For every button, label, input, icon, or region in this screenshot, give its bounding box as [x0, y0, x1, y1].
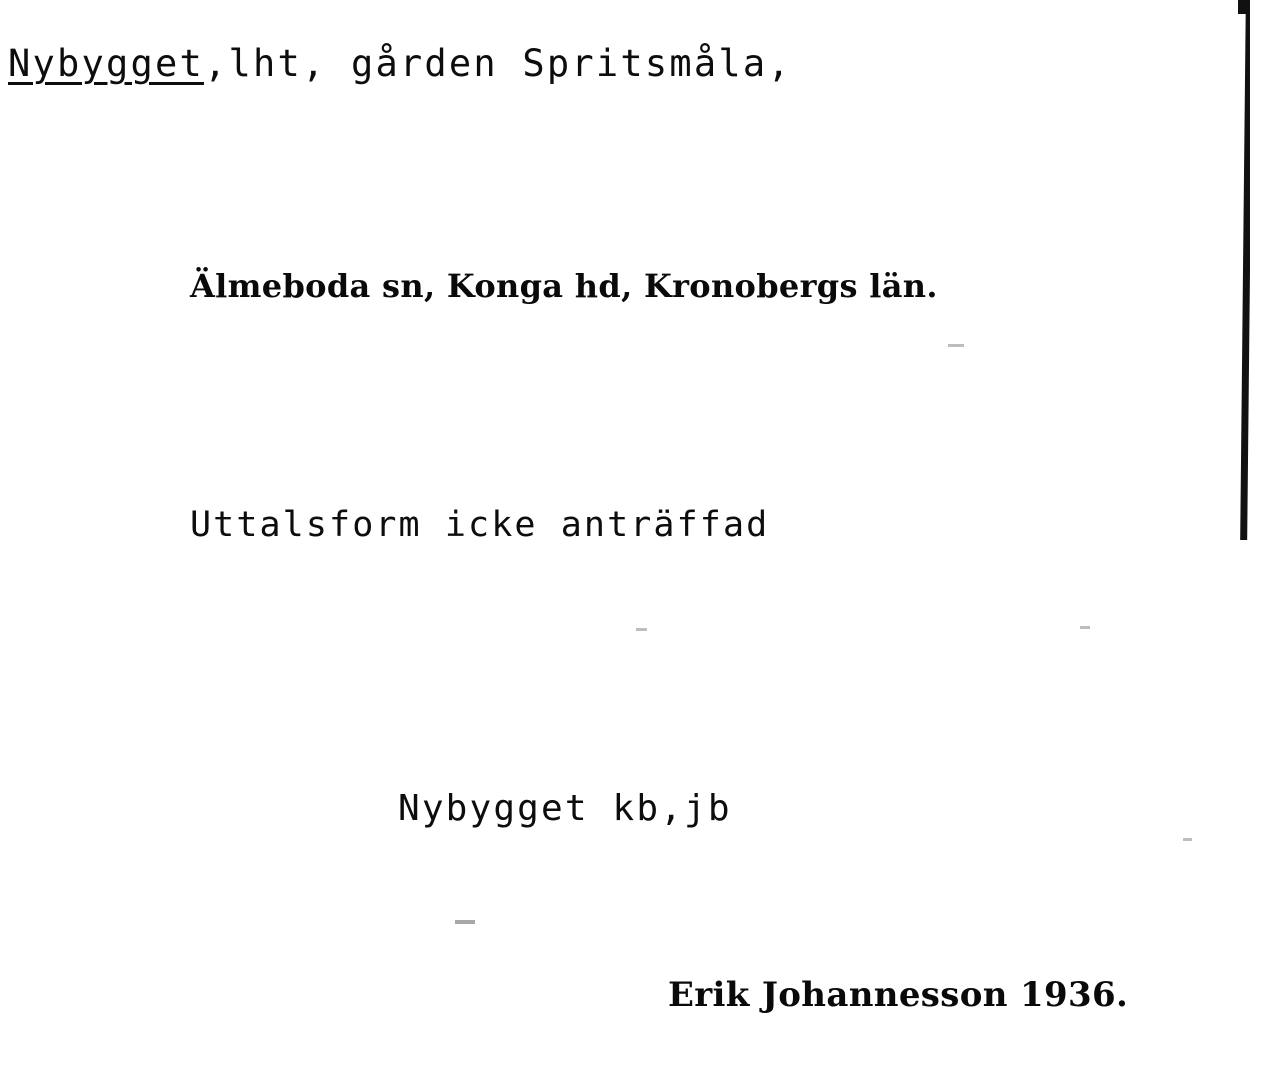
card-title: [8, 42, 792, 85]
signature-line: Erik Johannesson 1936.: [668, 975, 1129, 1015]
page-margin: [1250, 0, 1283, 1083]
scan-speck-icon: [948, 344, 964, 347]
card-title-rest: ,lht, gården Spritsmåla,: [203, 42, 792, 85]
scan-speck-icon: [636, 628, 647, 631]
source-references: Nybygget kb,jb: [398, 788, 732, 829]
pronunciation-note: Uttalsform icke anträffad: [190, 505, 770, 545]
location-line: Älmeboda sn, Konga hd, Kronobergs län.: [190, 267, 938, 305]
scan-speck-icon: [455, 920, 475, 924]
scan-speck-icon: [1080, 626, 1090, 629]
scan-speck-icon: [1183, 838, 1192, 841]
card-title-headword: Nybygget: [8, 42, 204, 85]
